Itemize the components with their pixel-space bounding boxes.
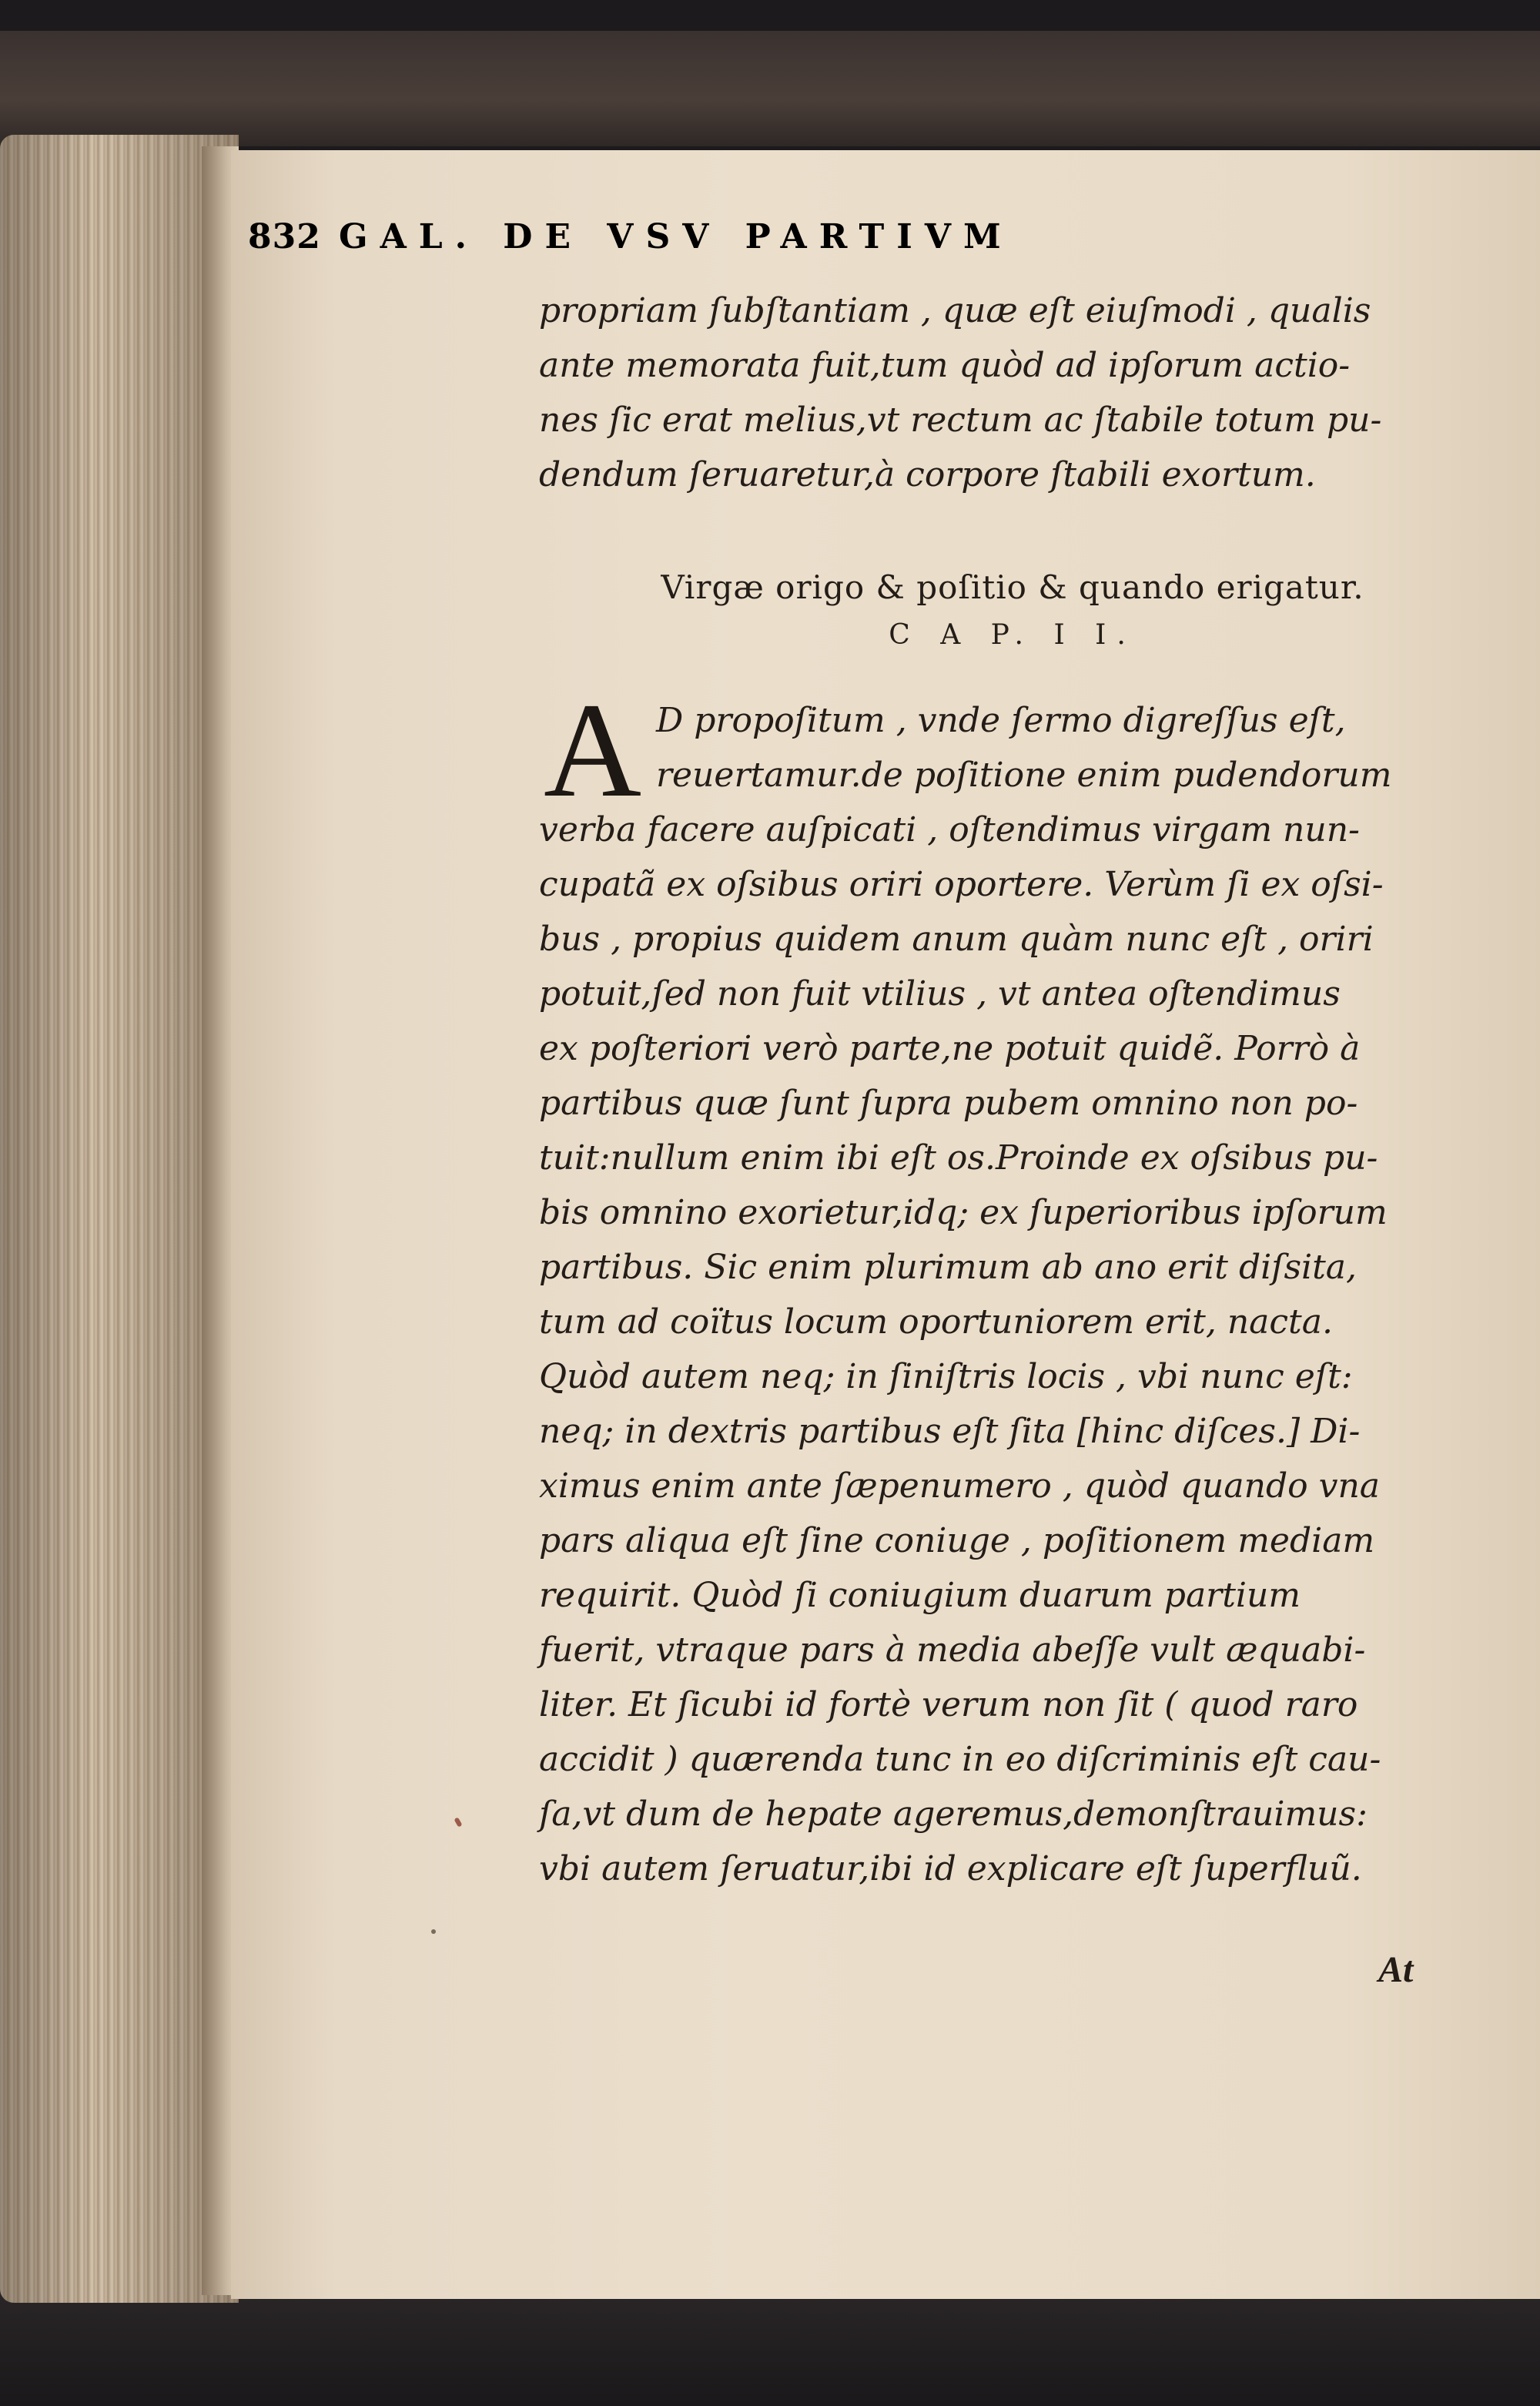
text-line: dendum ſeruaretur,à corpore ſtabili exortum. [539, 455, 1316, 494]
text-line: requirit. Quòd ſi coniugium duarum partium [539, 1576, 1301, 1615]
ink-mark [431, 1929, 436, 1934]
chapter-number: C A P. I I. [889, 619, 1137, 651]
opening-paragraph [539, 283, 1486, 502]
text-line: accidit ) quærenda tunc in eo diſcriminis eſt cau- [539, 1740, 1381, 1779]
text-line: ante memorata fuit,tum quòd ad ipſorum actio- [539, 346, 1351, 385]
text-line: liter. Et ſicubi id fortè verum non ſit ( quod raro [539, 1685, 1358, 1724]
text-line: cupatã ex oſsibus oriri oportere. Verùm ſi ex oſsi- [539, 865, 1384, 904]
running-head-title: GAL. DE VSV PARTIVM [339, 217, 1013, 256]
text-line: propriam ſubſtantiam , quæ eſt eiuſmodi , qualis [539, 291, 1371, 330]
text-line: bus , propius quidem anum quàm nunc eſt , oriri [539, 920, 1374, 959]
text-line: potuit,ſed non fuit vtilius , vt antea oſtendimus [539, 974, 1341, 1014]
text-line: Quòd autem neq; in ſiniſtris locis , vbi nunc eſt: [539, 1357, 1353, 1396]
text-line: neq; in dextris partibus eſt ſita [hinc diſces.] Di- [539, 1412, 1361, 1451]
page-number: 832 [248, 217, 321, 256]
book-board-top [0, 31, 1540, 146]
text-line: pars aliqua eſt ſine coniuge , poſitionem mediam [539, 1521, 1375, 1560]
drop-cap: A [544, 675, 642, 826]
text-line: vbi autem ſeruatur,ibi id explicare eſt ſuperfluũ. [539, 1849, 1362, 1888]
text-line: nes ſic erat melius,vt rectum ac ſtabile totum pu- [539, 400, 1382, 440]
chapter-title: Virgæ origo & poſitio & quando erigatur. [661, 568, 1364, 606]
text-line: bis omnino exorietur,idq; ex ſuperioribus ipſorum [539, 1193, 1388, 1232]
text-line: partibus. Sic enim plurimum ab ano erit diſsita, [539, 1248, 1358, 1287]
text-line: tum ad coïtus locum oportuniorem erit, nacta. [539, 1302, 1333, 1342]
text-line: ſa,vt dum de hepate ageremus,demonſtrauimus: [539, 1794, 1368, 1834]
text-line: partibus quæ ſunt ſupra pubem omnino non po- [539, 1084, 1358, 1123]
chapter-body [539, 693, 1486, 1896]
text-line: fuerit, vtraque pars à media abeſſe vult æquabi- [539, 1630, 1366, 1670]
book-board-bottom [0, 2291, 1540, 2406]
text-line: ximus enim ante ſæpenumero , quòd quando vna [539, 1466, 1381, 1506]
text-line: reuertamur.de poſitione enim pudendorum [656, 756, 1392, 795]
text-line: D propoſitum , vnde ſermo digreſſus eſt, [656, 701, 1346, 740]
text-line: ex poſteriori verò parte,ne potuit quidẽ. Porrò à [539, 1029, 1361, 1068]
catchword: At [1378, 1949, 1414, 1990]
text-line: verba facere auſpicati , oſtendimus virgam nun- [539, 810, 1360, 849]
text-line: tuit:nullum enim ibi eſt os.Proinde ex oſsibus pu- [539, 1138, 1378, 1178]
